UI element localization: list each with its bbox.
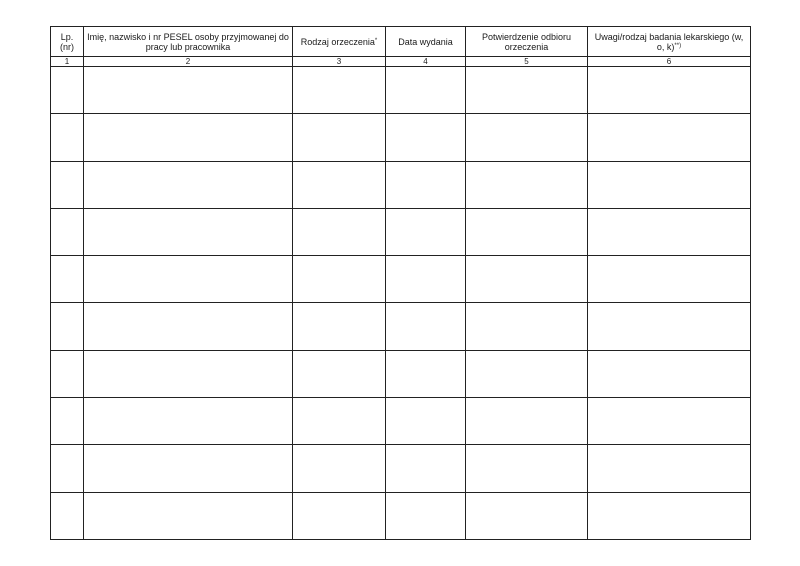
header-issue-date-label: Data wydania bbox=[398, 36, 453, 47]
cell-lp[interactable] bbox=[51, 398, 84, 445]
cell-lp[interactable] bbox=[51, 161, 84, 208]
cell-name-pesel[interactable] bbox=[84, 256, 293, 303]
header-certificate-type-sup: * bbox=[374, 37, 378, 44]
cell-remarks[interactable] bbox=[588, 208, 751, 255]
cell-remarks[interactable] bbox=[588, 445, 751, 492]
cell-receipt-confirmation[interactable] bbox=[466, 67, 588, 114]
cell-receipt-confirmation[interactable] bbox=[466, 303, 588, 350]
cell-issue-date[interactable] bbox=[386, 67, 466, 114]
cell-receipt-confirmation[interactable] bbox=[466, 445, 588, 492]
cell-name-pesel[interactable] bbox=[84, 492, 293, 539]
cell-lp[interactable] bbox=[51, 492, 84, 539]
cell-name-pesel[interactable] bbox=[84, 114, 293, 161]
cell-remarks[interactable] bbox=[588, 398, 751, 445]
table-row bbox=[51, 67, 751, 114]
header-lp bbox=[51, 27, 84, 57]
table-row bbox=[51, 398, 751, 445]
cell-certificate-type[interactable] bbox=[293, 398, 386, 445]
table-row bbox=[51, 114, 751, 161]
column-number: 2 bbox=[84, 57, 293, 67]
cell-remarks[interactable] bbox=[588, 67, 751, 114]
header-receipt-confirmation-label: Potwierdzenie odbioru orzeczenia bbox=[481, 31, 572, 52]
cell-name-pesel[interactable] bbox=[84, 350, 293, 397]
cell-issue-date[interactable] bbox=[386, 256, 466, 303]
header-receipt-confirmation bbox=[466, 27, 588, 57]
cell-lp[interactable] bbox=[51, 114, 84, 161]
cell-lp[interactable] bbox=[51, 208, 84, 255]
cell-remarks[interactable] bbox=[588, 350, 751, 397]
cell-lp[interactable] bbox=[51, 445, 84, 492]
header-remarks-exam-type-label: Uwagi/rodzaj badania lekarskiego (w, o, k) bbox=[594, 31, 744, 52]
header-lp-label: Lp. (nr) bbox=[60, 31, 74, 52]
column-number: 3 bbox=[293, 57, 386, 67]
cell-lp[interactable] bbox=[51, 303, 84, 350]
header-name-pesel bbox=[84, 27, 293, 57]
column-number: 5 bbox=[466, 57, 588, 67]
table-row bbox=[51, 303, 751, 350]
table-body bbox=[51, 67, 751, 540]
cell-name-pesel[interactable] bbox=[84, 398, 293, 445]
table-row bbox=[51, 161, 751, 208]
cell-issue-date[interactable] bbox=[386, 208, 466, 255]
cell-certificate-type[interactable] bbox=[293, 445, 386, 492]
header-certificate-type-label: Rodzaj orzeczenia bbox=[300, 36, 375, 47]
header-row bbox=[51, 27, 751, 57]
header-issue-date bbox=[386, 27, 466, 57]
column-number-row bbox=[51, 57, 751, 67]
column-number: 4 bbox=[386, 57, 466, 67]
cell-certificate-type[interactable] bbox=[293, 350, 386, 397]
cell-receipt-confirmation[interactable] bbox=[466, 161, 588, 208]
cell-lp[interactable] bbox=[51, 350, 84, 397]
header-remarks-exam-type-sup: **) bbox=[674, 42, 682, 49]
cell-certificate-type[interactable] bbox=[293, 303, 386, 350]
cell-name-pesel[interactable] bbox=[84, 208, 293, 255]
cell-receipt-confirmation[interactable] bbox=[466, 114, 588, 161]
cell-remarks[interactable] bbox=[588, 161, 751, 208]
cell-name-pesel[interactable] bbox=[84, 303, 293, 350]
medical-certificate-register-table bbox=[50, 26, 751, 540]
column-number: 6 bbox=[588, 57, 751, 67]
cell-issue-date[interactable] bbox=[386, 445, 466, 492]
cell-certificate-type[interactable] bbox=[293, 67, 386, 114]
cell-certificate-type[interactable] bbox=[293, 256, 386, 303]
table-row bbox=[51, 256, 751, 303]
cell-issue-date[interactable] bbox=[386, 398, 466, 445]
cell-receipt-confirmation[interactable] bbox=[466, 398, 588, 445]
header-remarks-exam-type bbox=[588, 27, 751, 57]
cell-certificate-type[interactable] bbox=[293, 492, 386, 539]
cell-receipt-confirmation[interactable] bbox=[466, 256, 588, 303]
table-row bbox=[51, 445, 751, 492]
cell-receipt-confirmation[interactable] bbox=[466, 492, 588, 539]
cell-receipt-confirmation[interactable] bbox=[466, 208, 588, 255]
header-certificate-type bbox=[293, 27, 386, 57]
cell-remarks[interactable] bbox=[588, 303, 751, 350]
cell-issue-date[interactable] bbox=[386, 303, 466, 350]
cell-remarks[interactable] bbox=[588, 114, 751, 161]
cell-name-pesel[interactable] bbox=[84, 445, 293, 492]
cell-remarks[interactable] bbox=[588, 256, 751, 303]
table-row bbox=[51, 350, 751, 397]
table-row bbox=[51, 492, 751, 539]
table-row bbox=[51, 208, 751, 255]
cell-remarks[interactable] bbox=[588, 492, 751, 539]
cell-issue-date[interactable] bbox=[386, 114, 466, 161]
cell-issue-date[interactable] bbox=[386, 492, 466, 539]
cell-issue-date[interactable] bbox=[386, 350, 466, 397]
cell-lp[interactable] bbox=[51, 256, 84, 303]
cell-lp[interactable] bbox=[51, 67, 84, 114]
cell-name-pesel[interactable] bbox=[84, 161, 293, 208]
cell-issue-date[interactable] bbox=[386, 161, 466, 208]
cell-certificate-type[interactable] bbox=[293, 114, 386, 161]
header-name-pesel-label: Imię, nazwisko i nr PESEL osoby przyjmowanej do pracy lub pracownika bbox=[87, 31, 289, 52]
column-number: 1 bbox=[51, 57, 84, 67]
cell-name-pesel[interactable] bbox=[84, 67, 293, 114]
cell-certificate-type[interactable] bbox=[293, 208, 386, 255]
cell-receipt-confirmation[interactable] bbox=[466, 350, 588, 397]
cell-certificate-type[interactable] bbox=[293, 161, 386, 208]
